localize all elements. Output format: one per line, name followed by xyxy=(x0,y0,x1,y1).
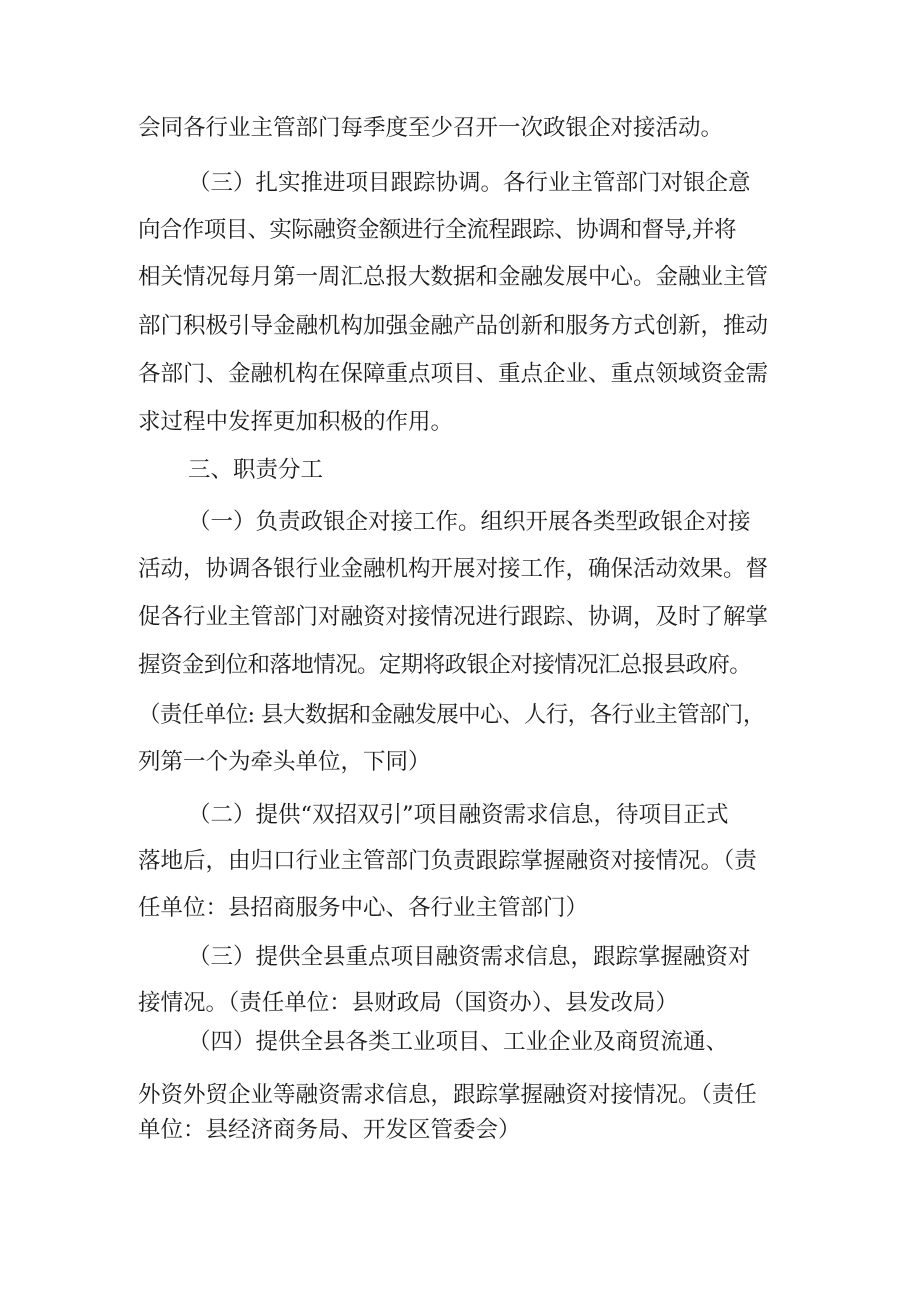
text-line: 落地后，由归口行业主管部门负责跟踪掌握融资对接情况。（责 xyxy=(138,848,757,874)
text-line: （责任单位: 县大数据和金融发展中心、人行，各行业主管部门， xyxy=(138,702,765,728)
paragraph-start: （三）扎实推进项目跟踪协调。各行业主管部门对银企意 xyxy=(188,170,751,196)
text-line: 列第一个为牵头单位，下同） xyxy=(138,749,431,775)
text-line: 相关情况每月第一周汇总报大数据和金融发展中心。金融业主管 xyxy=(138,264,769,290)
text-line: 各部门、金融机构在保障重点项目、重点企业、重点领域资金需 xyxy=(138,361,769,387)
text-line: 任单位：县招商服务中心、各行业主管部门） xyxy=(138,895,589,921)
text-line: 单位：县经济商务局、开发区管委会） xyxy=(138,1117,521,1143)
text-line: 向合作项目、实际融资金额进行全流程跟踪、协调和督导,并将 xyxy=(138,217,736,243)
paragraph-start: （三）提供全县重点项目融资需求信息，跟踪掌握融资对 xyxy=(188,944,751,970)
text-line: 外资外贸企业等融资需求信息，跟踪掌握融资对接情况。（责任 xyxy=(138,1082,757,1108)
text-line: 会同各行业主管部门每季度至少召开一次政银企对接活动。 xyxy=(138,115,724,141)
paragraph-start: （二）提供“双招双引”项目融资需求信息，待项目正式 xyxy=(188,802,729,828)
text-line: 求过程中发挥更加积极的作用。 xyxy=(138,409,454,435)
text-line: 活动，协调各银行业金融机构开展对接工作，确保活动效果。督 xyxy=(138,556,769,582)
text-line: 握资金到位和落地情况。定期将政银企对接情况汇总报县政府。 xyxy=(138,652,752,678)
paragraph-start: （一）负责政银企对接工作。组织开展各类型政银企对接 xyxy=(188,509,751,535)
section-heading: 三、职责分工 xyxy=(188,457,324,483)
text-line: 促各行业主管部门对融资对接情况进行跟踪、协调，及时了解掌 xyxy=(138,604,769,630)
text-line: 部门积极引导金融机构加强金融产品创新和服务方式创新，推动 xyxy=(138,313,769,339)
paragraph-start: （四）提供全县各类工业项目、工业企业及商贸流通、 xyxy=(188,1029,729,1055)
text-line: 接情况。（责任单位：县财政局（国资办）、县发改局） xyxy=(138,990,679,1016)
